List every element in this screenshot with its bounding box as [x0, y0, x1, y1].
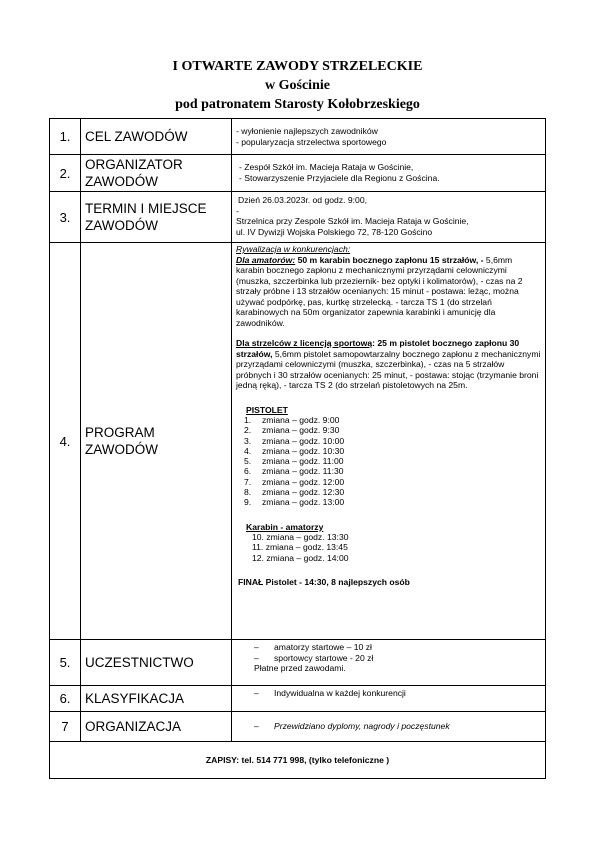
amator-bold: 50 m karabin bocznego zapłonu 15 strzałów, -	[297, 254, 484, 265]
row-number: 6.	[50, 686, 81, 712]
detail-line: -	[236, 205, 239, 216]
list-item: 8. zmiana – godz. 12:30	[244, 487, 345, 498]
table-row	[50, 742, 546, 779]
license-bold: : 25 m pistolet bocznego zapłonu 30 strzałów,	[236, 338, 520, 359]
program-heading: Rywalizacja w konkurencjach:	[236, 244, 351, 254]
doc-subtitle: w Gościnie	[265, 78, 330, 93]
table-row	[50, 712, 546, 742]
detail-line: - wyłonienie najlepszych zawodników	[236, 126, 378, 136]
row-label: CEL ZAWODÓW	[81, 119, 232, 155]
license-paragraph	[236, 338, 542, 391]
row-number: 4.	[50, 243, 81, 640]
table-row	[50, 686, 546, 712]
registration-footer: ZAPISY: tel. 514 771 998, (tylko telefoniczne )	[50, 742, 546, 779]
row-details	[232, 192, 546, 243]
list-item: 1. zmiana – godz. 9:00	[244, 415, 340, 425]
row-label: PROGRAM ZAWODÓW	[81, 243, 232, 640]
table-row	[50, 243, 546, 640]
row-number: 2.	[50, 155, 81, 192]
row-label: ORGANIZACJA	[81, 712, 232, 742]
detail-line: – amatorzy startowe – 10 zł	[254, 642, 372, 652]
row-label: UCZESTNICTWO	[81, 640, 232, 686]
amator-text: 5,6mm karabin bocznego zapłonu z mechanicznymi przyrządami celowniczymi (muszka, szczerbinka lub przeziernik- bez optyki i kolimatorów), - czas na 2 strzały próbne i 13 strzałów ocenianych: 15 minut - postawa: leżąc, można używać podpórkę, pas, kurtkę strzelecką. - tarcza TS 1 (do strzelań karabinowych na 50m organizator zapewnia karabinki i amunicję dla zawodników.	[236, 254, 523, 328]
row-label: ORGANIZATOR ZAWODÓW	[81, 155, 232, 192]
list-item: 2. zmiana – godz. 9:30	[244, 425, 340, 436]
list-item: 5. zmiana – godz. 11:00	[244, 456, 344, 467]
row-number: 1.	[50, 119, 81, 155]
pistolet-schedule	[236, 415, 542, 508]
doc-patronage: pod patronatem Starosty Kołobrzeskiego	[175, 97, 420, 112]
list-item: 9. zmiana – godz. 13:00	[244, 497, 345, 508]
table-row	[50, 155, 546, 192]
detail-line: Płatne przed zawodami.	[254, 663, 346, 673]
list-item: 11. zmiana – godz. 13:45	[252, 542, 348, 553]
row-details	[232, 119, 546, 155]
table-row	[50, 192, 546, 243]
detail-line: – Indywidualna w każdej konkurencji	[254, 688, 406, 698]
list-item: 4. zmiana – godz. 10:30	[244, 445, 345, 456]
detail-line: - popularyzacja strzelectwa sportowego	[236, 136, 387, 147]
list-item: 12. zmiana – godz. 14:00	[252, 552, 349, 563]
list-item: 10. zmiana – godz. 13:30	[252, 532, 349, 543]
detail-line: Strzelnica przy Zespole Szkół im. Macieja Rataja w Gościnie,	[236, 216, 469, 226]
list-item: 7. zmiana – godz. 12:00	[244, 476, 345, 487]
row-details	[232, 155, 546, 192]
table-row	[50, 640, 546, 686]
amator-paragraph	[236, 255, 542, 329]
detail-line: - Zespół Szkół im. Macieja Rataja w Gościnie,	[239, 162, 414, 172]
detail-line: – Przewidziano dyplomy, nagrody i poczęstunek	[254, 721, 450, 732]
detail-line: ul. IV Dywizji Wojska Polskiego 72, 78-120 Gościno	[236, 226, 433, 237]
list-item: 6. zmiana – godz. 11:30	[244, 466, 344, 477]
detail-line: Dzień 26.03.2023r. od godz. 9:00,	[238, 195, 368, 205]
row-details	[232, 712, 546, 742]
row-label: KLASYFIKACJA	[81, 686, 232, 712]
program-details	[232, 243, 546, 640]
competition-table	[49, 118, 546, 779]
final-note: FINAŁ Pistolet - 14:30, 8 najlepszych osób	[238, 577, 410, 588]
row-number: 3.	[50, 192, 81, 243]
table-row	[50, 119, 546, 155]
karabin-title: Karabin - amatorzy	[246, 521, 324, 532]
detail-line: - Stowarzyszenie Przyjaciele dla Regionu z Gościna.	[239, 172, 440, 183]
karabin-schedule	[236, 532, 542, 563]
row-number: 5.	[50, 640, 81, 686]
list-item: 3. zmiana – godz. 10:00	[244, 435, 345, 446]
doc-title: I OTWARTE ZAWODY STRZELECKIE	[172, 59, 423, 74]
row-details	[232, 640, 546, 686]
license-label: Dla strzelców z licencją sportową	[236, 338, 373, 348]
detail-line: – sportowcy startowe - 20 zł	[254, 652, 374, 663]
row-details	[232, 686, 546, 712]
row-number: 7	[50, 712, 81, 742]
amator-label: Dla amatorów:	[236, 254, 296, 265]
license-text: 5,6mm pistolet samopowtarzalny bocznego zapłonu z mechanicznymi przyrządami celowniczymi (muszka, szczerbinka), - czas na 5 strzałów próbnych i 30 strzałów ocenianych: 25 minut, - postawa: stojąc (trzymanie broni jedną ręką), - tarcza TS 2 (do strzelań pistoletowych na 25m.	[236, 348, 541, 390]
row-label: TERMIN I MIEJSCE ZAWODÓW	[81, 192, 232, 243]
pistolet-title: PISTOLET	[246, 404, 288, 415]
